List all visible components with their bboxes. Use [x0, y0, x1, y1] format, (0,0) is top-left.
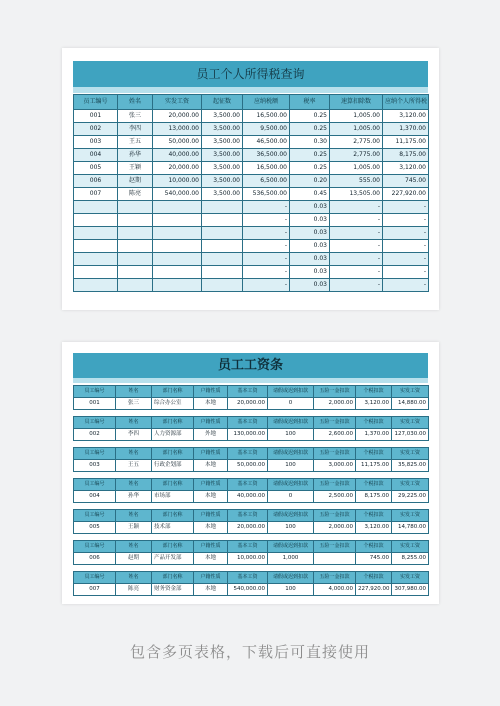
tax-cell: 3,500.00 — [202, 162, 243, 175]
salary-cell: 2,500.00 — [314, 491, 356, 503]
salary-slip-title: 员工工资条 — [73, 353, 428, 378]
tax-cell: 11,175.00 — [383, 136, 429, 149]
salary-cell: 王五 — [116, 460, 152, 472]
salary-column-header: 个税扣款 — [356, 417, 392, 429]
tax-cell: 13,505.00 — [330, 188, 383, 201]
salary-cell: 130,000.00 — [228, 429, 268, 441]
tax-cell: 0.03 — [290, 201, 330, 214]
tax-cell — [74, 201, 118, 214]
salary-cell: 2,600.00 — [314, 429, 356, 441]
tax-cell: - — [383, 240, 429, 253]
tax-cell: 3,500.00 — [202, 110, 243, 123]
tax-row — [74, 253, 429, 266]
salary-cell: 李四 — [116, 429, 152, 441]
salary-column-header: 实发工资 — [392, 541, 429, 553]
tax-cell: 孙华 — [118, 149, 153, 162]
salary-column-header: 部门名称 — [152, 510, 194, 522]
tax-cell: 3,120.00 — [383, 110, 429, 123]
tax-cell: 0.03 — [290, 227, 330, 240]
tax-cell: 1,005.00 — [330, 110, 383, 123]
salary-column-header: 部门名称 — [152, 479, 194, 491]
salary-cell: 3,120.00 — [356, 398, 392, 410]
salary-column-header: 五险一金扣款 — [314, 386, 356, 398]
tax-cell: 3,500.00 — [202, 188, 243, 201]
salary-column-header: 请假或迟到扣款 — [268, 448, 314, 460]
tax-cell: - — [243, 227, 290, 240]
tax-cell — [153, 279, 202, 292]
salary-column-header: 实发工资 — [392, 417, 429, 429]
salary-column-header: 五险一金扣款 — [314, 448, 356, 460]
salary-cell: 004 — [74, 491, 116, 503]
salary-column-header: 基本工资 — [228, 386, 268, 398]
tax-cell: 004 — [74, 149, 118, 162]
tax-cell: 8,175.00 — [383, 149, 429, 162]
salary-column-header: 户籍性质 — [194, 510, 228, 522]
tax-cell — [202, 279, 243, 292]
salary-column-header: 五险一金扣款 — [314, 572, 356, 584]
salary-cell: 10,000.00 — [228, 553, 268, 565]
salary-column-header: 员工编号 — [74, 417, 116, 429]
tax-cell: 2,775.00 — [330, 149, 383, 162]
tax-cell — [153, 266, 202, 279]
salary-title-strip — [73, 378, 428, 383]
tax-cell: 536,500.00 — [243, 188, 290, 201]
salary-cell: 20,000.00 — [228, 522, 268, 534]
salary-data-row — [74, 553, 429, 565]
tax-sheet — [62, 48, 439, 310]
tax-column-header: 姓名 — [118, 95, 153, 110]
tax-cell — [202, 201, 243, 214]
salary-cell: 张三 — [116, 398, 152, 410]
tax-cell — [74, 227, 118, 240]
tax-title-strip — [73, 87, 428, 93]
tax-cell: 3,120.00 — [383, 162, 429, 175]
salary-cell: 本地 — [194, 398, 228, 410]
salary-column-header: 户籍性质 — [194, 541, 228, 553]
salary-column-header: 部门名称 — [152, 572, 194, 584]
tax-cell: 0.25 — [290, 149, 330, 162]
salary-cell: 0 — [268, 398, 314, 410]
salary-cell: 227,920.00 — [356, 584, 392, 596]
salary-cell: 本地 — [194, 460, 228, 472]
tax-cell — [202, 266, 243, 279]
tax-cell: 0.30 — [290, 136, 330, 149]
tax-row — [74, 240, 429, 253]
tax-cell: 1,005.00 — [330, 123, 383, 136]
salary-header-row — [74, 541, 429, 553]
salary-cell: 100 — [268, 584, 314, 596]
salary-header-row — [74, 417, 429, 429]
tax-cell: 0.20 — [290, 175, 330, 188]
tax-column-header: 起征数 — [202, 95, 243, 110]
salary-data-row — [74, 429, 429, 441]
salary-cell: 王颖 — [116, 522, 152, 534]
tax-cell — [118, 214, 153, 227]
salary-data-row — [74, 460, 429, 472]
salary-column-header: 请假或迟到扣款 — [268, 510, 314, 522]
salary-slip — [73, 447, 429, 472]
salary-cell: 本地 — [194, 553, 228, 565]
tax-cell: 1,370.00 — [383, 123, 429, 136]
tax-row — [74, 266, 429, 279]
tax-cell: 50,000.00 — [153, 136, 202, 149]
tax-column-header: 税率 — [290, 95, 330, 110]
salary-cell: 4,000.00 — [314, 584, 356, 596]
tax-cell: 0.03 — [290, 214, 330, 227]
salary-column-header: 请假或迟到扣款 — [268, 417, 314, 429]
salary-column-header: 实发工资 — [392, 479, 429, 491]
salary-column-header: 户籍性质 — [194, 386, 228, 398]
tax-row — [74, 214, 429, 227]
salary-cell: 赵期 — [116, 553, 152, 565]
salary-header-row — [74, 572, 429, 584]
tax-cell: 10,000.00 — [153, 175, 202, 188]
tax-cell — [202, 227, 243, 240]
salary-header-row — [74, 386, 429, 398]
tax-cell: 540,000.00 — [153, 188, 202, 201]
tax-cell: - — [330, 279, 383, 292]
tax-cell — [153, 214, 202, 227]
tax-row — [74, 123, 429, 136]
salary-column-header: 实发工资 — [392, 572, 429, 584]
salary-cell: 006 — [74, 553, 116, 565]
tax-cell: - — [243, 214, 290, 227]
tax-cell: 3,500.00 — [202, 149, 243, 162]
salary-column-header: 个税扣款 — [356, 448, 392, 460]
tax-cell: 13,000.00 — [153, 123, 202, 136]
tax-cell: - — [330, 266, 383, 279]
tax-cell — [118, 240, 153, 253]
salary-column-header: 实发工资 — [392, 386, 429, 398]
tax-cell: 2,775.00 — [330, 136, 383, 149]
salary-header-row — [74, 448, 429, 460]
tax-cell: 9,500.00 — [243, 123, 290, 136]
salary-column-header: 实发工资 — [392, 510, 429, 522]
salary-column-header: 基本工资 — [228, 541, 268, 553]
tax-cell — [202, 240, 243, 253]
salary-slip — [73, 571, 429, 596]
salary-cell: 50,000.00 — [228, 460, 268, 472]
salary-column-header: 部门名称 — [152, 448, 194, 460]
tax-cell: 555.00 — [330, 175, 383, 188]
salary-column-header: 个税扣款 — [356, 479, 392, 491]
salary-cell: 29,225.00 — [392, 491, 429, 503]
salary-column-header: 五险一金扣款 — [314, 479, 356, 491]
tax-cell: 16,500.00 — [243, 162, 290, 175]
salary-column-header: 请假或迟到扣款 — [268, 541, 314, 553]
tax-cell — [74, 214, 118, 227]
salary-cell: 本地 — [194, 491, 228, 503]
tax-cell: 张三 — [118, 110, 153, 123]
tax-cell — [118, 227, 153, 240]
salary-column-header: 个税扣款 — [356, 386, 392, 398]
salary-cell: 100 — [268, 460, 314, 472]
tax-cell: 0.25 — [290, 123, 330, 136]
tax-table — [73, 94, 429, 292]
tax-cell: - — [243, 279, 290, 292]
salary-sheet — [62, 342, 439, 604]
salary-column-header: 个税扣款 — [356, 541, 392, 553]
salary-column-header: 户籍性质 — [194, 448, 228, 460]
salary-cell: 技术部 — [152, 522, 194, 534]
tax-cell: - — [330, 240, 383, 253]
tax-cell — [153, 201, 202, 214]
tax-cell — [202, 214, 243, 227]
salary-column-header: 户籍性质 — [194, 479, 228, 491]
tax-cell: - — [243, 266, 290, 279]
salary-column-header: 部门名称 — [152, 386, 194, 398]
tax-cell: 36,500.00 — [243, 149, 290, 162]
tax-row — [74, 110, 429, 123]
tax-cell: 1,005.00 — [330, 162, 383, 175]
salary-cell: 本地 — [194, 522, 228, 534]
salary-cell: 11,175.00 — [356, 460, 392, 472]
salary-cell: 540,000.00 — [228, 584, 268, 596]
tax-cell: - — [243, 253, 290, 266]
tax-cell — [118, 253, 153, 266]
tax-cell: 003 — [74, 136, 118, 149]
tax-cell: 王颖 — [118, 162, 153, 175]
tax-body — [74, 110, 429, 292]
tax-cell: 3,500.00 — [202, 175, 243, 188]
salary-column-header: 姓名 — [116, 510, 152, 522]
tax-cell: 745.00 — [383, 175, 429, 188]
salary-cell: 35,825.00 — [392, 460, 429, 472]
tax-cell: 002 — [74, 123, 118, 136]
tax-column-header: 员工编号 — [74, 95, 118, 110]
tax-column-header: 实发工资 — [153, 95, 202, 110]
tax-cell: - — [383, 279, 429, 292]
tax-cell: 3,500.00 — [202, 123, 243, 136]
tax-cell: 005 — [74, 162, 118, 175]
salary-column-header: 姓名 — [116, 448, 152, 460]
tax-cell: 陈亮 — [118, 188, 153, 201]
salary-data-row — [74, 522, 429, 534]
tax-cell: 0.03 — [290, 240, 330, 253]
tax-cell — [118, 266, 153, 279]
tax-row — [74, 227, 429, 240]
tax-cell: - — [383, 214, 429, 227]
salary-cell: 0 — [268, 491, 314, 503]
salary-cell: 人力资源部 — [152, 429, 194, 441]
salary-cell: 005 — [74, 522, 116, 534]
tax-cell: - — [383, 253, 429, 266]
tax-row — [74, 136, 429, 149]
tax-cell: 007 — [74, 188, 118, 201]
salary-cell: 14,880.00 — [392, 398, 429, 410]
salary-column-header: 基本工资 — [228, 448, 268, 460]
salary-column-header: 部门名称 — [152, 417, 194, 429]
salary-column-header: 基本工资 — [228, 572, 268, 584]
tax-cell: 李四 — [118, 123, 153, 136]
salary-column-header: 姓名 — [116, 386, 152, 398]
salary-cell: 产品开发部 — [152, 553, 194, 565]
salary-cell: 002 — [74, 429, 116, 441]
tax-cell: 0.25 — [290, 162, 330, 175]
salary-cell: 14,780.00 — [392, 522, 429, 534]
tax-cell: 0.25 — [290, 110, 330, 123]
salary-cell: 财务资金部 — [152, 584, 194, 596]
salary-cell: 127,030.00 — [392, 429, 429, 441]
salary-cell: 20,000.00 — [228, 398, 268, 410]
tax-cell: 16,500.00 — [243, 110, 290, 123]
salary-cell: 3,120.00 — [356, 522, 392, 534]
tax-cell — [153, 240, 202, 253]
tax-cell: - — [330, 214, 383, 227]
salary-cell: 孙华 — [116, 491, 152, 503]
tax-cell: - — [383, 266, 429, 279]
salary-cell: 市场部 — [152, 491, 194, 503]
page-caption: 包含多页表格，下载后可直接使用 — [129, 643, 370, 661]
tax-header-row — [74, 95, 429, 110]
tax-cell: - — [330, 253, 383, 266]
tax-cell — [74, 266, 118, 279]
tax-cell: 3,500.00 — [202, 136, 243, 149]
tax-cell: 46,500.00 — [243, 136, 290, 149]
tax-column-header: 应纳个人所得税 — [383, 95, 429, 110]
tax-cell: 0.03 — [290, 279, 330, 292]
salary-column-header: 实发工资 — [392, 448, 429, 460]
salary-cell: 2,000.00 — [314, 398, 356, 410]
tax-cell — [74, 279, 118, 292]
salary-column-header: 个税扣款 — [356, 510, 392, 522]
salary-column-header: 五险一金扣款 — [314, 541, 356, 553]
tax-cell — [153, 227, 202, 240]
tax-row — [74, 201, 429, 214]
tax-cell — [118, 279, 153, 292]
salary-column-header: 请假或迟到扣款 — [268, 386, 314, 398]
tax-row — [74, 175, 429, 188]
salary-cell — [314, 553, 356, 565]
salary-cell: 外地 — [194, 429, 228, 441]
salary-column-header: 员工编号 — [74, 479, 116, 491]
tax-row — [74, 149, 429, 162]
salary-header-row — [74, 510, 429, 522]
tax-column-header: 应纳税额 — [243, 95, 290, 110]
salary-cell: 2,000.00 — [314, 522, 356, 534]
salary-cell: 40,000.00 — [228, 491, 268, 503]
tax-row — [74, 279, 429, 292]
tax-cell: 王五 — [118, 136, 153, 149]
salary-cell: 3,000.00 — [314, 460, 356, 472]
salary-column-header: 员工编号 — [74, 572, 116, 584]
salary-slip — [73, 416, 429, 441]
salary-cell: 1,370.00 — [356, 429, 392, 441]
tax-cell: 20,000.00 — [153, 162, 202, 175]
salary-column-header: 姓名 — [116, 572, 152, 584]
salary-cell: 1,000 — [268, 553, 314, 565]
salary-cell: 745.00 — [356, 553, 392, 565]
tax-column-header: 速算扣除数 — [330, 95, 383, 110]
salary-column-header: 请假或迟到扣款 — [268, 479, 314, 491]
tax-cell: - — [383, 227, 429, 240]
tax-cell: - — [243, 201, 290, 214]
salary-slip — [73, 509, 429, 534]
salary-column-header: 姓名 — [116, 417, 152, 429]
salary-column-header: 户籍性质 — [194, 417, 228, 429]
tax-cell — [74, 240, 118, 253]
salary-column-header: 个税扣款 — [356, 572, 392, 584]
salary-cell: 100 — [268, 522, 314, 534]
tax-cell: 0.03 — [290, 266, 330, 279]
tax-cell: - — [330, 227, 383, 240]
salary-cell: 003 — [74, 460, 116, 472]
salary-cell: 100 — [268, 429, 314, 441]
salary-column-header: 姓名 — [116, 541, 152, 553]
salary-column-header: 请假或迟到扣款 — [268, 572, 314, 584]
salary-slip — [73, 385, 429, 410]
salary-slip — [73, 540, 429, 565]
tax-cell: - — [330, 201, 383, 214]
tax-cell — [153, 253, 202, 266]
salary-column-header: 户籍性质 — [194, 572, 228, 584]
tax-cell: 0.45 — [290, 188, 330, 201]
tax-cell: 6,500.00 — [243, 175, 290, 188]
salary-cell: 8,255.00 — [392, 553, 429, 565]
salary-header-row — [74, 479, 429, 491]
salary-data-row — [74, 491, 429, 503]
salary-cell: 307,980.00 — [392, 584, 429, 596]
tax-table-title: 员工个人所得税查询 — [73, 61, 428, 87]
salary-column-header: 员工编号 — [74, 448, 116, 460]
tax-cell: 20,000.00 — [153, 110, 202, 123]
salary-column-header: 员工编号 — [74, 510, 116, 522]
tax-row — [74, 188, 429, 201]
salary-cell: 007 — [74, 584, 116, 596]
salary-cell: 8,175.00 — [356, 491, 392, 503]
salary-column-header: 基本工资 — [228, 479, 268, 491]
salary-cell: 行政企划部 — [152, 460, 194, 472]
tax-cell: 227,920.00 — [383, 188, 429, 201]
salary-column-header: 员工编号 — [74, 386, 116, 398]
tax-cell: 40,000.00 — [153, 149, 202, 162]
salary-column-header: 姓名 — [116, 479, 152, 491]
salary-column-header: 基本工资 — [228, 417, 268, 429]
salary-cell: 综合办公室 — [152, 398, 194, 410]
salary-column-header: 五险一金扣款 — [314, 510, 356, 522]
tax-cell — [202, 253, 243, 266]
salary-slip — [73, 478, 429, 503]
salary-column-header: 部门名称 — [152, 541, 194, 553]
salary-column-header: 五险一金扣款 — [314, 417, 356, 429]
salary-cell: 陈亮 — [116, 584, 152, 596]
tax-cell: 赵期 — [118, 175, 153, 188]
tax-cell — [118, 201, 153, 214]
tax-cell: 006 — [74, 175, 118, 188]
salary-column-header: 员工编号 — [74, 541, 116, 553]
tax-cell: 001 — [74, 110, 118, 123]
salary-data-row — [74, 398, 429, 410]
tax-row — [74, 162, 429, 175]
tax-cell: 0.03 — [290, 253, 330, 266]
salary-cell: 001 — [74, 398, 116, 410]
tax-cell: - — [383, 201, 429, 214]
salary-cell: 本地 — [194, 584, 228, 596]
salary-column-header: 基本工资 — [228, 510, 268, 522]
tax-cell: - — [243, 240, 290, 253]
salary-data-row — [74, 584, 429, 596]
tax-cell — [74, 253, 118, 266]
